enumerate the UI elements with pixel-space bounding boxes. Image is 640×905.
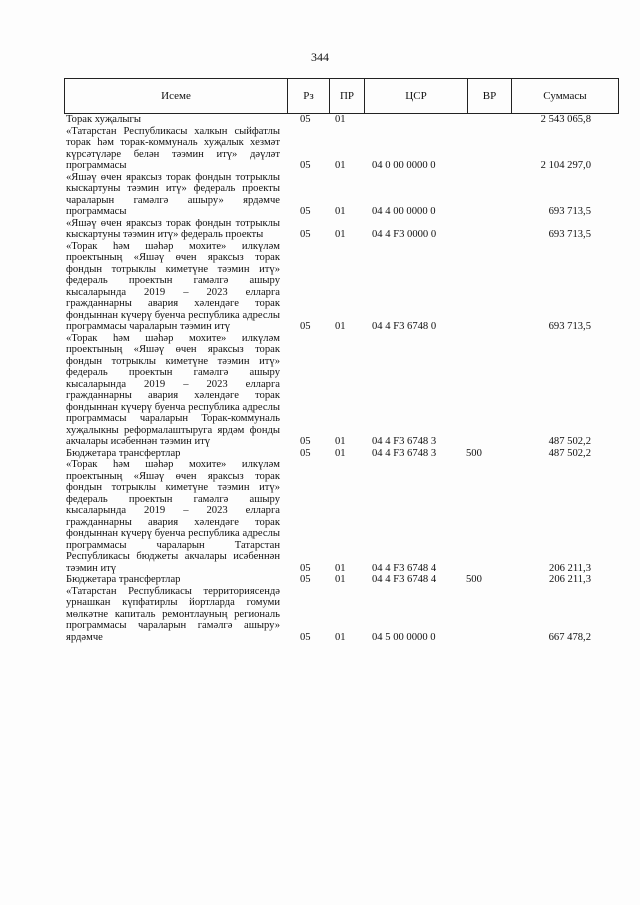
row-sum: 667 478,2 xyxy=(548,631,591,643)
row-name: «Яшәү өчен яраксыз торак фондын тотрыклы кыскартуны тәэмин итү» федераль проекты xyxy=(66,217,280,240)
row-sum: 693 713,5 xyxy=(548,321,591,332)
table-row xyxy=(0,126,640,172)
row-csr: 04 5 00 0000 0 xyxy=(372,631,436,643)
table-header xyxy=(64,78,619,114)
header-pr: ПР xyxy=(330,79,365,114)
row-sum: 2 543 065,8 xyxy=(540,114,591,125)
row-name: Торак хуҗалыгы xyxy=(66,114,141,125)
table-row xyxy=(0,172,640,218)
row-name: «Яшәү өчен яраксыз торак фондын тотрыклы кыскартуны тәэмин итү» федераль проекты чараларын гамәлгә ашыру» ярдәмче программасы xyxy=(66,171,280,217)
row-pr: 01 xyxy=(335,160,346,171)
row-csr: 04 4 F3 6748 3 xyxy=(372,447,437,459)
row-rz: 05 xyxy=(300,229,311,240)
row-csr: 04 4 F3 6748 0 xyxy=(372,321,437,332)
table-row xyxy=(0,448,640,460)
table-row xyxy=(0,574,640,586)
row-pr: 01 xyxy=(335,114,346,125)
row-pr: 01 xyxy=(335,321,346,332)
row-name: «Торак һәм шәһәр мохите» илкүләм проектының «Яшәү өчен яраксыз торак фондын тотрыклы киметүне тәэмин итү» федераль проектын гамәлгә ашыру кысаларында 2019 – 2023 елларга гражданнарны авария хәлендәге торак фондыннан күчерү буенча республика адреслы программасы чараларын Торак-коммуналь хуҗалыкны реформалаштыруга ярдәм фонды акчалары исәбеннән тәэмин итү xyxy=(66,332,280,447)
header-rz: Рз xyxy=(288,79,330,114)
row-pr: 01 xyxy=(335,436,346,447)
row-pr: 01 xyxy=(335,206,346,217)
row-sum: 206 211,3 xyxy=(549,574,591,585)
row-csr: 04 4 F3 6748 4 xyxy=(372,562,437,574)
row-rz: 05 xyxy=(300,114,311,125)
row-rz: 05 xyxy=(300,206,311,217)
row-vr: 500 xyxy=(466,447,482,459)
row-name: «Татарстан Республикасы территориясендә урнашкан күпфатирлы йортларда гомуми мөлкәтне капиталь ремонтлауның региональ программасы чараларын гамәлгә ашыру» ярдәмче xyxy=(66,585,280,643)
row-rz: 05 xyxy=(300,447,311,459)
row-pr: 01 xyxy=(335,631,346,643)
row-pr: 01 xyxy=(335,229,346,240)
row-sum: 206 211,3 xyxy=(549,562,591,574)
header-csr: ЦСР xyxy=(365,79,468,114)
row-rz: 05 xyxy=(300,160,311,171)
table-row xyxy=(0,459,640,574)
row-rz: 05 xyxy=(300,631,311,643)
budget-rows xyxy=(0,114,640,643)
row-sum: 693 713,5 xyxy=(548,206,591,217)
table-row xyxy=(0,333,640,448)
row-rz: 05 xyxy=(300,562,311,574)
row-sum: 487 502,2 xyxy=(548,447,591,459)
table-row xyxy=(0,114,640,126)
row-sum: 487 502,2 xyxy=(548,436,591,447)
row-name: Бюджетара трансфертлар xyxy=(66,447,181,459)
row-rz: 05 xyxy=(300,321,311,332)
row-sum: 693 713,5 xyxy=(548,229,591,240)
row-name: Бюджетара трансфертлар xyxy=(66,574,181,585)
row-pr: 01 xyxy=(335,562,346,574)
row-csr: 04 0 00 0000 0 xyxy=(372,160,436,171)
row-name: «Татарстан Республикасы халкын сыйфатлы торак һәм торак-коммуналь хуҗалык хезмәт күрсәтүләре белән тәэмин итү» дәүләт программасы xyxy=(66,125,280,171)
row-csr: 04 4 00 0000 0 xyxy=(372,206,436,217)
table-row xyxy=(0,218,640,241)
row-name: «Торак һәм шәһәр мохите» илкүләм проектының «Яшәү өчен яраксыз торак фондын тотрыклы киметүне тәэмин итү» федераль проектын гамәлгә ашыру кысаларында 2019 – 2023 елларга гражданнарны авария хәлендәге торак фондыннан күчерү буенча республика адреслы программасы чараларын Татарстан Республикасы бюджеты акчалары исәбеннән тәэмин итү xyxy=(66,459,280,574)
table-row xyxy=(0,586,640,644)
row-csr: 04 4 F3 6748 4 xyxy=(372,574,437,585)
row-pr: 01 xyxy=(335,574,346,585)
row-sum: 2 104 297,0 xyxy=(540,160,591,171)
row-pr: 01 xyxy=(335,447,346,459)
table-row xyxy=(0,241,640,333)
header-sum: Суммасы xyxy=(512,79,619,114)
row-rz: 05 xyxy=(300,574,311,585)
row-csr: 04 4 F3 6748 3 xyxy=(372,436,437,447)
row-rz: 05 xyxy=(300,436,311,447)
row-name: «Торак һәм шәһәр мохите» илкүләм проектының «Яшәү өчен яраксыз торак фондын тотрыклы киметүне тәэмин итү» федераль проектын гамәлгә ашыру кысаларында 2019 – 2023 елларга гражданнарны авария хәлендәге торак фондыннан күчерү буенча республика адреслы программасы чараларын тәэмин итү xyxy=(66,240,280,332)
header-vr: ВР xyxy=(468,79,512,114)
page-number: 344 xyxy=(311,50,329,64)
row-csr: 04 4 F3 0000 0 xyxy=(372,229,437,240)
header-name: Исеме xyxy=(65,79,288,114)
row-vr: 500 xyxy=(466,574,482,585)
